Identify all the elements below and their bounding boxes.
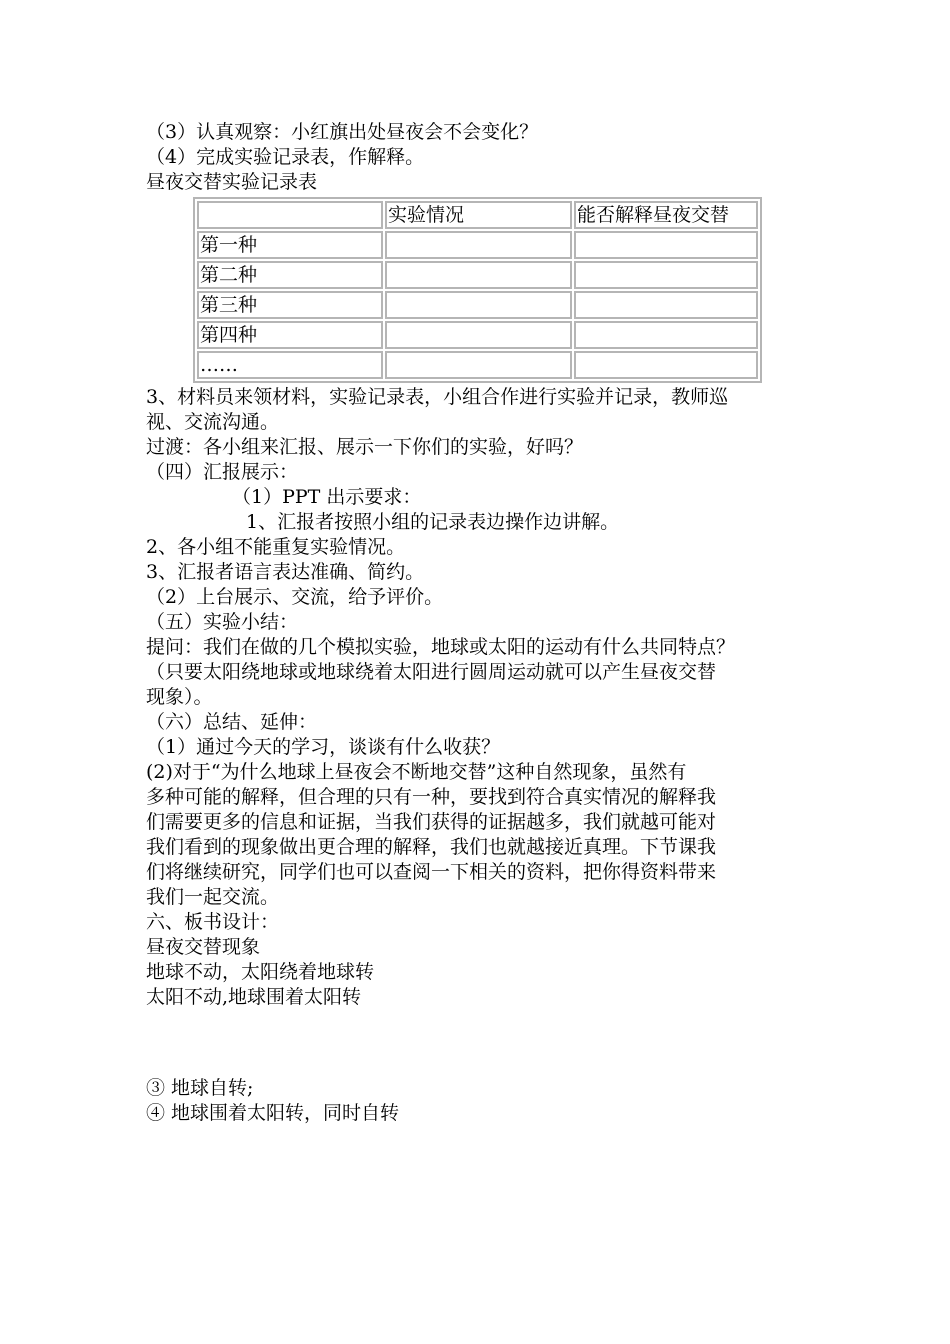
table-header-row xyxy=(197,201,758,229)
table-row xyxy=(197,231,758,259)
text-line: 3、材料员来领材料，实验记录表，小组合作进行实验并记录，教师巡 xyxy=(146,386,729,408)
experiment-record-table xyxy=(193,197,762,383)
document-page xyxy=(146,120,846,1126)
text-line: 现象）。 xyxy=(146,686,213,708)
table-cell xyxy=(385,261,572,289)
text-line: 多种可能的解释，但合理的只有一种，要找到符合真实情况的解释我 xyxy=(146,786,717,808)
text-line: 我们一起交流。 xyxy=(146,886,280,908)
text-line: （1）PPT 出示要求： xyxy=(232,486,422,508)
section-heading: 六、板书设计： xyxy=(146,911,280,933)
text-line: （3）认真观察：小红旗出处昼夜会不会变化？ xyxy=(146,121,539,143)
section-heading: （六）总结、延伸： xyxy=(146,711,318,733)
text-line: （1）通过今天的学习，谈谈有什么收获？ xyxy=(146,736,501,758)
section-heading: （五）实验小结： xyxy=(146,611,299,633)
text-line: 们将继续研究，同学们也可以查阅一下相关的资料，把你得资料带来 xyxy=(146,861,717,883)
table-cell: 第三种 xyxy=(197,291,383,319)
table-cell: 第一种 xyxy=(197,231,383,259)
table-cell: 第二种 xyxy=(197,261,383,289)
table-cell xyxy=(385,321,572,349)
text-line: 昼夜交替现象 xyxy=(146,936,261,958)
text-line: (2)对于“为什么地球上昼夜会不断地交替”这种自然现象，虽然有 xyxy=(146,761,687,783)
text-line: ④ 地球围着太阳转，同时自转 xyxy=(146,1102,400,1124)
table-caption: 昼夜交替实验记录表 xyxy=(146,171,318,193)
table-header-cell: 实验情况 xyxy=(385,201,572,229)
table-row xyxy=(197,351,758,379)
text-line: （只要太阳绕地球或地球绕着太阳进行圆周运动就可以产生昼夜交替 xyxy=(146,661,717,683)
text-line: 3、汇报者语言表达准确、简约。 xyxy=(146,561,425,583)
table-row xyxy=(197,291,758,319)
text-line: 2、各小组不能重复实验情况。 xyxy=(146,536,406,558)
table-cell xyxy=(574,321,758,349)
text-line: 我们看到的现象做出更合理的解释，我们也就越接近真理。下节课我 xyxy=(146,836,717,858)
text-line: 视、交流沟通。 xyxy=(146,411,280,433)
text-line: （2）上台展示、交流，给予评价。 xyxy=(146,586,444,608)
text-line: 们需要更多的信息和证据，当我们获得的证据越多，我们就越可能对 xyxy=(146,811,717,833)
table-cell xyxy=(574,231,758,259)
table-cell: 第四种 xyxy=(197,321,383,349)
table-cell xyxy=(574,261,758,289)
text-line: 太阳不动,地球围着太阳转 xyxy=(146,986,362,1008)
text-line: 地球不动，太阳绕着地球转 xyxy=(146,961,375,983)
table-row xyxy=(197,261,758,289)
table-cell xyxy=(385,291,572,319)
table-cell xyxy=(385,351,572,379)
table-header-cell xyxy=(197,201,383,229)
text-line: 提问：我们在做的几个模拟实验，地球或太阳的运动有什么共同特点？ xyxy=(146,636,736,658)
table-row xyxy=(197,321,758,349)
text-line: 1、汇报者按照小组的记录表边操作边讲解。 xyxy=(246,511,620,533)
text-line: （4）完成实验记录表，作解释。 xyxy=(146,146,425,168)
text-line: 过渡：各小组来汇报、展示一下你们的实验，好吗？ xyxy=(146,436,584,458)
table-header-cell: 能否解释昼夜交替 xyxy=(574,201,758,229)
table-cell: …… xyxy=(197,351,383,379)
table-cell xyxy=(574,291,758,319)
table-cell xyxy=(385,231,572,259)
blank-space xyxy=(146,1010,846,1076)
table-cell xyxy=(574,351,758,379)
text-line: ③ 地球自转; xyxy=(146,1077,254,1099)
section-heading: （四）汇报展示： xyxy=(146,461,299,483)
